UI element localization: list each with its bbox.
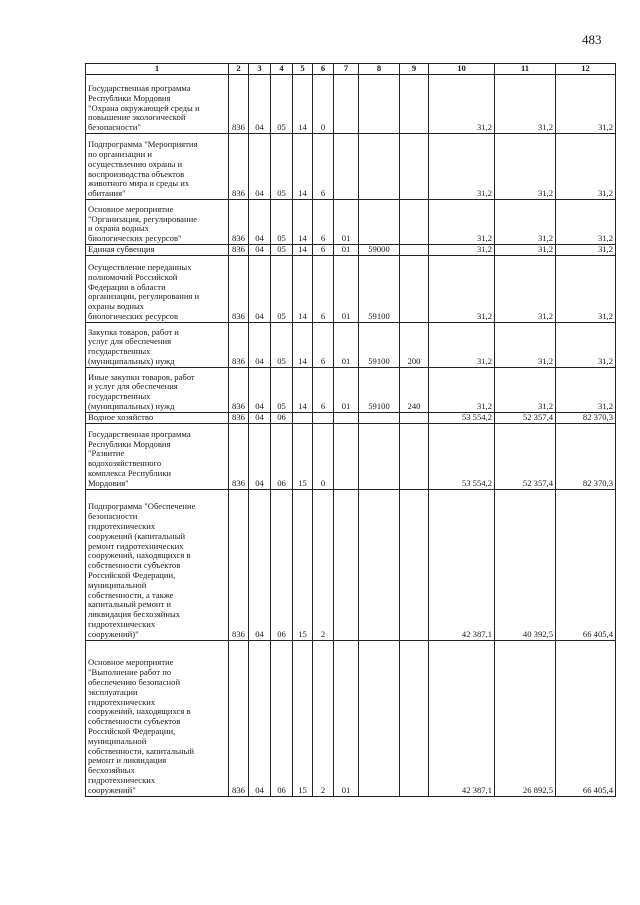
- table-cell: [400, 412, 429, 423]
- table-cell: 05: [271, 134, 293, 200]
- table-cell: 04: [249, 640, 271, 796]
- column-header: 11: [495, 64, 556, 75]
- table-cell: 31,2: [429, 134, 495, 200]
- table-cell: [400, 200, 429, 245]
- table-cell: 836: [229, 245, 249, 256]
- table-cell: 14: [293, 367, 313, 412]
- table-cell: 26 892,5: [495, 640, 556, 796]
- table-cell: 40 392,5: [495, 489, 556, 640]
- table-cell: 04: [249, 200, 271, 245]
- table-cell: 31,2: [556, 255, 616, 322]
- table-cell: 52 357,4: [495, 412, 556, 423]
- table-cell: 01: [334, 255, 359, 322]
- table-cell: 836: [229, 489, 249, 640]
- table-cell: 31,2: [429, 322, 495, 367]
- table-cell: 59000: [359, 245, 400, 256]
- table-cell: 31,2: [429, 200, 495, 245]
- table-cell: 05: [271, 322, 293, 367]
- table-cell: 836: [229, 367, 249, 412]
- column-header: 2: [229, 64, 249, 75]
- table-row: [86, 75, 616, 134]
- table-cell: 31,2: [429, 245, 495, 256]
- table-cell: 31,2: [556, 322, 616, 367]
- table-cell: 6: [313, 200, 334, 245]
- table-cell: 04: [249, 423, 271, 489]
- table-cell: [334, 489, 359, 640]
- table-cell: [400, 255, 429, 322]
- column-header: 12: [556, 64, 616, 75]
- table-cell: 53 554,2: [429, 412, 495, 423]
- table-cell: 05: [271, 200, 293, 245]
- table-cell: 31,2: [556, 200, 616, 245]
- column-header: 7: [334, 64, 359, 75]
- table-cell: 15: [293, 640, 313, 796]
- table-cell: [359, 640, 400, 796]
- table-cell: 31,2: [495, 75, 556, 134]
- table-cell: 05: [271, 367, 293, 412]
- table-cell: 836: [229, 75, 249, 134]
- table-cell: 52 357,4: [495, 423, 556, 489]
- table-cell: 04: [249, 322, 271, 367]
- table-cell: 04: [249, 412, 271, 423]
- table-cell: 2: [313, 640, 334, 796]
- table-cell: [400, 423, 429, 489]
- table-cell: 04: [249, 255, 271, 322]
- table-cell: 31,2: [429, 255, 495, 322]
- table-cell: 6: [313, 367, 334, 412]
- table-cell: [334, 412, 359, 423]
- table-cell: 836: [229, 200, 249, 245]
- table-row: [86, 245, 616, 256]
- table-cell: 31,2: [429, 367, 495, 412]
- table-cell: 15: [293, 423, 313, 489]
- table-cell: [359, 200, 400, 245]
- table-cell: 6: [313, 255, 334, 322]
- table-cell: [400, 245, 429, 256]
- table-cell: 06: [271, 489, 293, 640]
- row-name-cell: Иные закупки товаров, работ и услуг для обеспечения государственных (муниципальных) нужд: [86, 367, 229, 412]
- table-cell: 836: [229, 134, 249, 200]
- table-cell: 06: [271, 412, 293, 423]
- table-cell: 05: [271, 245, 293, 256]
- table-cell: 0: [313, 423, 334, 489]
- table-cell: 31,2: [495, 134, 556, 200]
- table-cell: 31,2: [495, 245, 556, 256]
- table-cell: [334, 423, 359, 489]
- table-cell: 82 370,3: [556, 412, 616, 423]
- table-cell: 2: [313, 489, 334, 640]
- column-header: 1: [86, 64, 229, 75]
- table-row: [86, 322, 616, 367]
- table-cell: 59100: [359, 255, 400, 322]
- row-name-cell: Осуществление переданных полномочий Российской Федерации в области организации, регулирования и охраны водных биологических ресурсов: [86, 255, 229, 322]
- table-cell: 59100: [359, 367, 400, 412]
- table-cell: 6: [313, 245, 334, 256]
- table-cell: 04: [249, 367, 271, 412]
- column-header: 10: [429, 64, 495, 75]
- table-cell: 836: [229, 640, 249, 796]
- table-cell: 6: [313, 322, 334, 367]
- table-cell: 04: [249, 245, 271, 256]
- table-cell: 836: [229, 255, 249, 322]
- table-cell: 06: [271, 640, 293, 796]
- table-cell: 01: [334, 245, 359, 256]
- row-name-cell: Основное мероприятие "Выполнение работ по обеспечению безопасной эксплуатации гидротехнических сооружений, находящихся в собственности субъектов Российской Федерации, муниципальной собственности, капитальный ремонт и ликвидация бесхозяйных гидротехнических сооружений": [86, 640, 229, 796]
- table-cell: [293, 412, 313, 423]
- row-name-cell: Основное мероприятие "Организация, регулирование и охрана водных биологических ресурсов": [86, 200, 229, 245]
- table-cell: 31,2: [556, 134, 616, 200]
- row-name-cell: Подпрограмма "Обеспечение безопасности гидротехнических сооружений (капитальный ремонт гидротехнических сооружений, находящихся в собственности субъектов Российской Федерации, муниципальной собственности, а также капитальный ремонт и ликвидация бесхозяйных гидротехнических сооружений)": [86, 489, 229, 640]
- table-row: [86, 489, 616, 640]
- row-name-cell: Единая субвенция: [86, 245, 229, 256]
- table-cell: 04: [249, 134, 271, 200]
- table-cell: [359, 423, 400, 489]
- page-number: 483: [582, 32, 602, 47]
- table-cell: 14: [293, 255, 313, 322]
- table-cell: 31,2: [556, 367, 616, 412]
- table-cell: 15: [293, 489, 313, 640]
- row-name-cell: Государственная программа Республики Мордовия "Развитие водохозяйственного комплекса Республики Мордовия": [86, 423, 229, 489]
- table-cell: 06: [271, 423, 293, 489]
- table-cell: 59100: [359, 322, 400, 367]
- table-cell: [359, 412, 400, 423]
- table-cell: 14: [293, 134, 313, 200]
- table-cell: 01: [334, 367, 359, 412]
- table-cell: 836: [229, 322, 249, 367]
- table-cell: [400, 489, 429, 640]
- table-cell: 240: [400, 367, 429, 412]
- table-cell: 31,2: [495, 367, 556, 412]
- column-header: 4: [271, 64, 293, 75]
- table-cell: [334, 75, 359, 134]
- table-cell: 31,2: [495, 255, 556, 322]
- table-cell: [400, 75, 429, 134]
- table-cell: 0: [313, 75, 334, 134]
- column-header: 9: [400, 64, 429, 75]
- table-row: [86, 134, 616, 200]
- table-cell: [359, 489, 400, 640]
- table-cell: 200: [400, 322, 429, 367]
- table-cell: 31,2: [495, 322, 556, 367]
- table-row: [86, 255, 616, 322]
- column-header: 3: [249, 64, 271, 75]
- table-row: [86, 367, 616, 412]
- table-cell: 14: [293, 245, 313, 256]
- column-header: 5: [293, 64, 313, 75]
- table-cell: 05: [271, 255, 293, 322]
- column-header: 8: [359, 64, 400, 75]
- column-header: 6: [313, 64, 334, 75]
- table-cell: [334, 134, 359, 200]
- table-row: [86, 640, 616, 796]
- table-cell: 31,2: [495, 200, 556, 245]
- table-cell: 31,2: [429, 75, 495, 134]
- table-cell: 31,2: [556, 75, 616, 134]
- table-cell: 66 405,4: [556, 640, 616, 796]
- table-cell: [400, 134, 429, 200]
- row-name-cell: Закупка товаров, работ и услуг для обеспечения государственных (муниципальных) нужд: [86, 322, 229, 367]
- table-cell: [359, 75, 400, 134]
- row-name-cell: Подпрограмма "Мероприятия по организации и осуществлению охраны и воспроизводства объектов животного мира и среды их обитания": [86, 134, 229, 200]
- header-row: [86, 64, 616, 75]
- table-cell: 42 387,1: [429, 489, 495, 640]
- table-cell: 04: [249, 75, 271, 134]
- table-cell: 66 405,4: [556, 489, 616, 640]
- table-cell: 14: [293, 322, 313, 367]
- table-cell: 01: [334, 322, 359, 367]
- table-cell: 01: [334, 200, 359, 245]
- table-cell: 836: [229, 423, 249, 489]
- table-row: [86, 412, 616, 423]
- table-cell: 04: [249, 489, 271, 640]
- table-cell: 53 554,2: [429, 423, 495, 489]
- table-row: [86, 423, 616, 489]
- row-name-cell: Водное хозяйство: [86, 412, 229, 423]
- table-cell: [400, 640, 429, 796]
- table-cell: 836: [229, 412, 249, 423]
- table-cell: 42 387,1: [429, 640, 495, 796]
- budget-table: [85, 63, 616, 797]
- table-cell: 82 370,3: [556, 423, 616, 489]
- table-cell: 6: [313, 134, 334, 200]
- table-row: [86, 200, 616, 245]
- table-cell: 14: [293, 75, 313, 134]
- table-cell: 14: [293, 200, 313, 245]
- table-cell: 31,2: [556, 245, 616, 256]
- table-cell: [313, 412, 334, 423]
- row-name-cell: Государственная программа Республики Мордовия "Охрана окружающей среды и повышение экологической безопасности": [86, 75, 229, 134]
- table-cell: 05: [271, 75, 293, 134]
- table-cell: 01: [334, 640, 359, 796]
- table-cell: [359, 134, 400, 200]
